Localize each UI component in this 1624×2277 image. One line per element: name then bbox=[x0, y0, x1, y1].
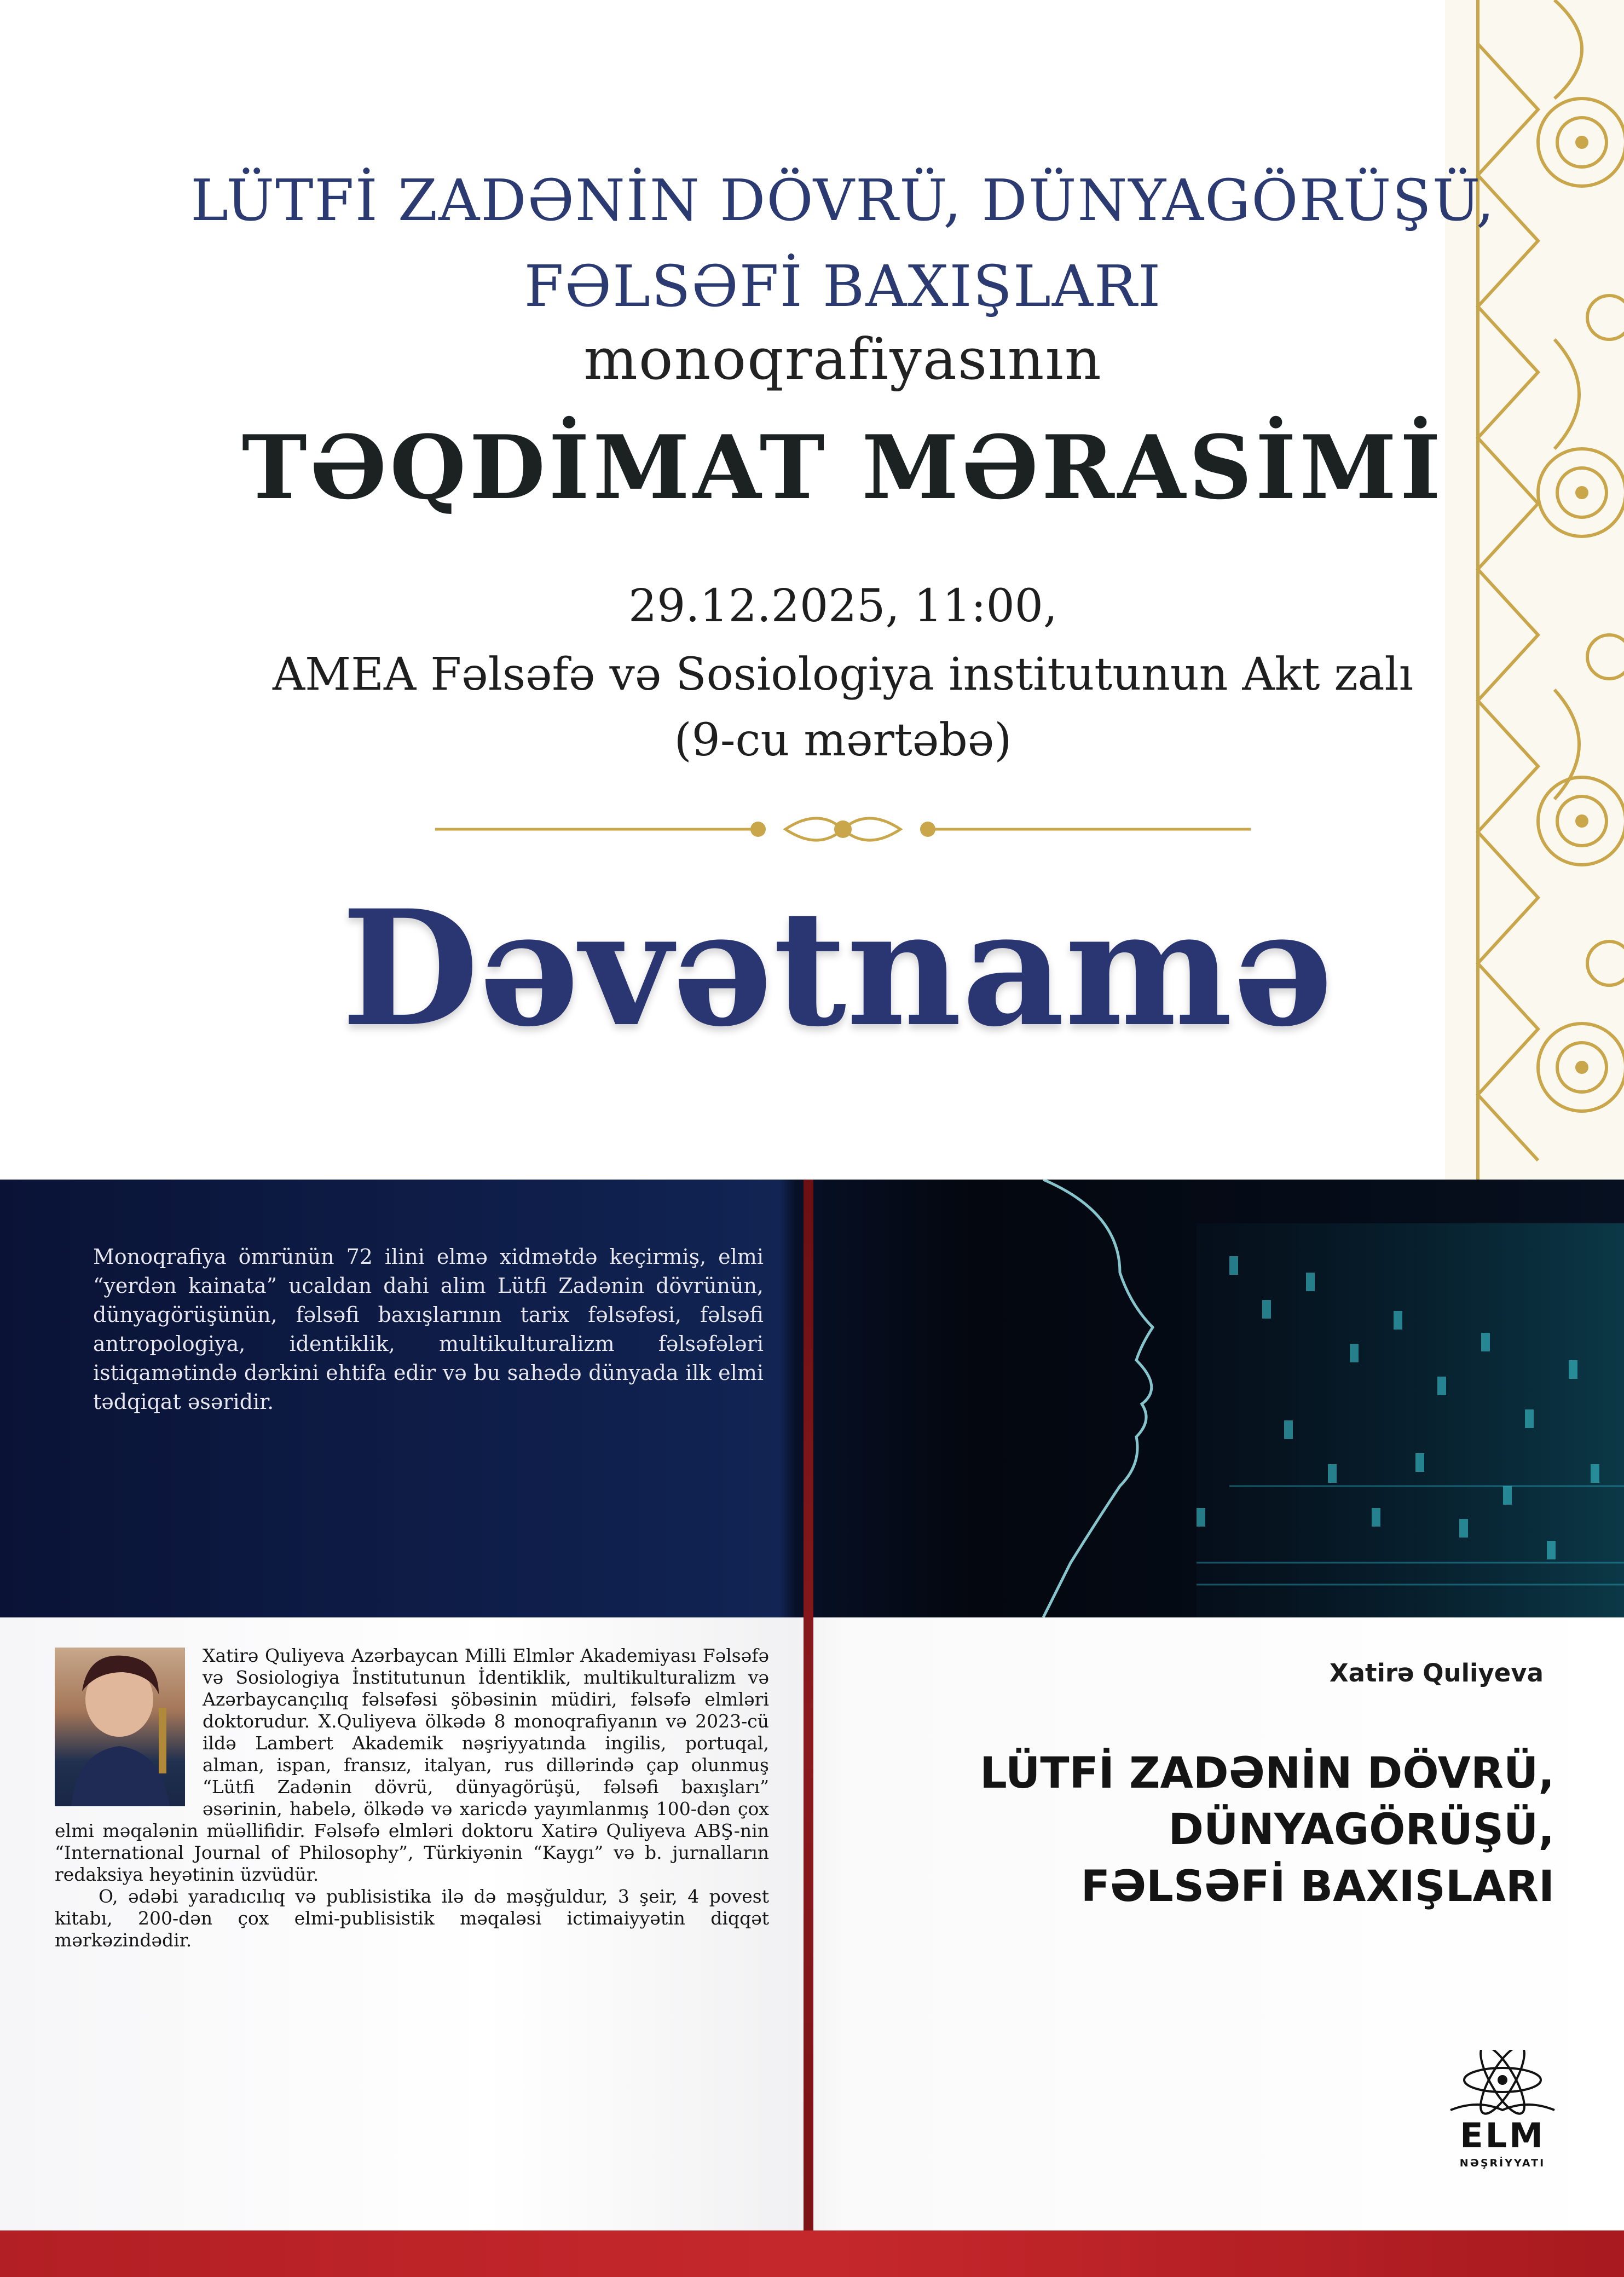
author-biography bbox=[55, 1645, 769, 1951]
ceremony-heading: TƏQDİMAT MƏRASİMİ bbox=[241, 416, 1444, 519]
digital-face-illustration-icon bbox=[813, 1180, 1624, 1617]
book-cover-red-edge bbox=[0, 2230, 1624, 2277]
book-back-cover-blurb: Monoqrafiya ömrünün 72 ilini elmə xidmətdə keçirmiş, elmi “yerdən kainata” ucaldan dahi alim Lütfi Zadənin dövrünün, dünyagörüşünün, fəlsəfi baxışlarının tarix fəlsəfəsi, fəlsəfi antropologiya, identiklik, multikulturalizm fəlsəfələri istiqamətində dərkini ehtifa edir və bu sahədə dünyada ilk elmi tədqiqat əsəridir. bbox=[93, 1245, 764, 1414]
monograph-title-line1: LÜTFİ ZADƏNİN DÖVRÜ, DÜNYAGÖRÜŞÜ, bbox=[190, 167, 1495, 234]
monograph-title-line3: monoqrafiyasının bbox=[583, 326, 1102, 392]
publisher-name: ELM bbox=[1460, 2116, 1545, 2155]
book-spine bbox=[804, 1180, 813, 2277]
publisher-logo bbox=[1440, 2050, 1565, 2176]
monograph-title-line2: FƏLSƏFİ BAXIŞLARI bbox=[524, 253, 1162, 320]
gold-flourish-divider-icon bbox=[435, 805, 1251, 854]
photo-spacer bbox=[55, 1645, 203, 1814]
event-floor: (9-cu mərtəbə) bbox=[674, 714, 1012, 766]
front-cover-title-line3: FƏLSƏFİ BAXIŞLARI bbox=[1080, 1862, 1554, 1911]
bio-paragraph-2: O, ədəbi yaradıcılıq və publisistika ilə də məşğuldur, 3 şeir, 4 povest kitabı, 200-dən çox elmi-publisistik məqaləsi ictimaiyyətin diqqət mərkəzindədir. bbox=[55, 1886, 769, 1951]
front-cover-title-line2: DÜNYAGÖRÜŞÜ, bbox=[1168, 1805, 1554, 1854]
front-cover-author: Xatirə Quliyeva bbox=[1329, 1658, 1544, 1687]
front-cover-title-line1: LÜTFİ ZADƏNİN DÖVRÜ, bbox=[980, 1749, 1554, 1798]
invitation-heading: Dəvətnamə bbox=[341, 876, 1334, 1062]
event-date-time: 29.12.2025, 11:00, bbox=[628, 580, 1057, 632]
publisher-subtitle: NƏŞRİYYATI bbox=[1459, 2157, 1546, 2169]
event-venue: AMEA Fəlsəfə və Sosiologiya institutunun Akt zalı bbox=[272, 649, 1414, 701]
atom-book-logo-icon bbox=[1440, 2050, 1565, 2116]
bio-paragraph-1: Xatirə Quliyeva Azərbaycan Milli Elmlər Akademiyası Fəlsəfə və Sosiologiya İnstitutunun İdentiklik, multikulturalizm və Azərbaycançılıq fəlsəfəsi şöbəsinin müdiri, fəlsəfə elmləri doktorudur. X.Quliyeva ölkədə 8 monoqrafiyanın və 2023-cü ildə Lambert Akademik nəşriyyatında ingilis, portuqal, alman, ispan, fransız, italyan, rus dillərində çap olunmuş “Lütfi Zadənin dövrü, dünyagörüşü, fəlsəfi baxışları” əsərinin, habelə, ölkədə və xaricdə yayımlanmış 100-dən çox elmi məqalənin müəllifidir. Fəlsəfə elmləri doktoru Xatirə Quliyeva ABŞ-nin “International Journal of Philosophy”, Türkiyənin “Kaygı” və b. jurnalların redaksiya heyətinin üzvüdür. bbox=[55, 1645, 769, 1885]
